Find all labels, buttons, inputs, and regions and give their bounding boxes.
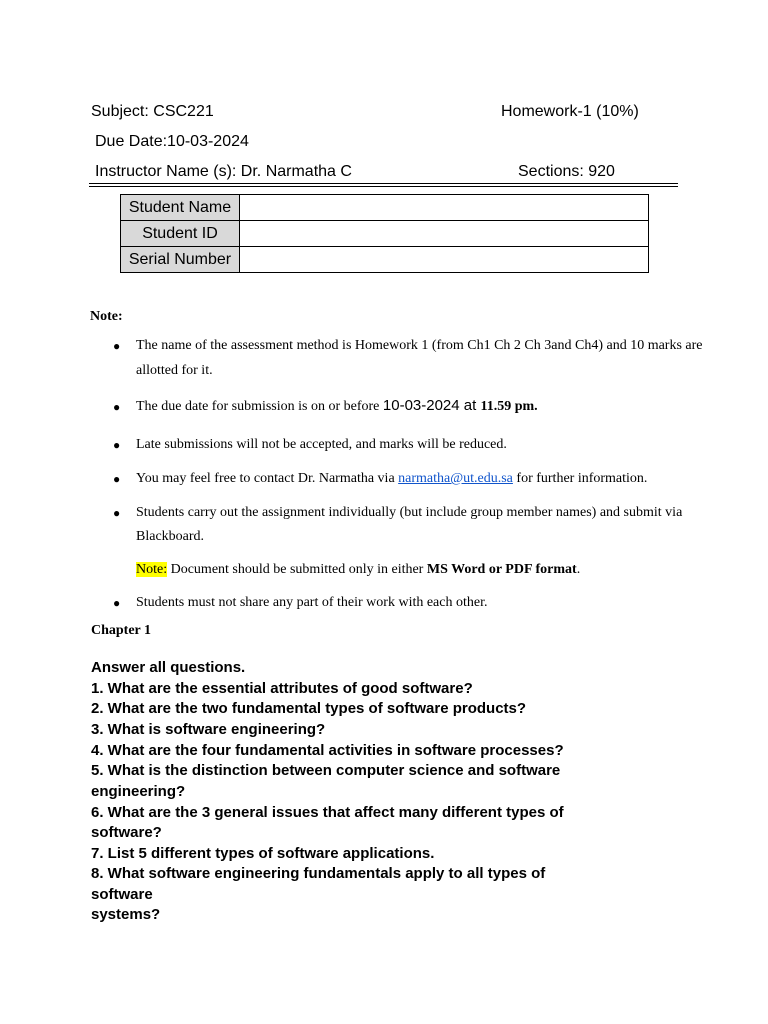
question-6-line-1: 6. What are the 3 general issues that affect many different types of — [91, 804, 564, 821]
email-link[interactable]: narmatha@ut.edu.sa — [398, 471, 513, 486]
chapter-title: Chapter 1 — [91, 623, 152, 638]
serial-number-label: Serial Number — [121, 247, 240, 273]
format-note-text: Document should be submitted only in either — [167, 562, 427, 577]
bullet-icon: ● — [113, 506, 121, 520]
note-bullet-4 — [136, 471, 647, 487]
question-8-line-1: 8. What software engineering fundamentals apply to all types of — [91, 865, 546, 882]
student-name-field[interactable] — [240, 195, 649, 221]
question-3: 3. What is software engineering? — [91, 721, 326, 738]
note-title: Note: — [90, 309, 123, 324]
table-row — [121, 221, 649, 247]
note-bullet-6: Students must not share any part of their work with each other. — [136, 595, 488, 610]
bullet-icon: ● — [113, 438, 121, 452]
contact-text-end: for further information. — [512, 471, 648, 486]
due-date-value: 10-03-2024 at — [382, 397, 481, 414]
question-5-line-2: engineering? — [91, 783, 186, 800]
format-note-bold: MS Word or PDF format — [426, 562, 577, 577]
subject-label: Subject: CSC221 — [91, 103, 214, 120]
format-note-label: Note: — [136, 562, 168, 577]
question-2: 2. What are the two fundamental types of software products? — [91, 700, 527, 717]
bullet-icon: ● — [113, 339, 121, 353]
student-id-field[interactable] — [240, 221, 649, 247]
contact-text: You may feel free to contact Dr. Narmatha via — [136, 471, 399, 486]
questions-intro: Answer all questions. — [91, 659, 246, 676]
question-6-line-2: software? — [91, 824, 162, 841]
table-row — [121, 195, 649, 221]
note-bullet-5-line-1: Students carry out the assignment individually (but include group member names) and submit via — [136, 505, 683, 520]
bullet-icon: ● — [113, 472, 121, 486]
question-1: 1. What are the essential attributes of good software? — [91, 680, 473, 697]
header-rule-top — [89, 183, 678, 184]
table-row — [121, 247, 649, 273]
bullet-icon: ● — [113, 596, 121, 610]
student-info-table — [120, 194, 649, 273]
instructor-label: Instructor Name (s): Dr. Narmatha C — [95, 163, 352, 180]
note-bullet-1-line-2: allotted for it. — [136, 363, 213, 378]
question-5-line-1: 5. What is the distinction between computer science and software — [91, 762, 561, 779]
due-date-label: Due Date:10-03-2024 — [95, 133, 249, 150]
question-8-line-2: software — [91, 886, 153, 903]
header-rule-bottom — [89, 186, 678, 187]
question-4: 4. What are the four fundamental activities in software processes? — [91, 742, 564, 759]
serial-number-field[interactable] — [240, 247, 649, 273]
sections-label: Sections: 920 — [518, 163, 615, 180]
due-time-value: 11.59 pm. — [480, 399, 538, 414]
note-bullet-5-line-2: Blackboard. — [136, 529, 205, 544]
homework-label: Homework-1 (10%) — [501, 103, 639, 120]
bullet-icon: ● — [113, 400, 121, 414]
question-8-line-3: systems? — [91, 906, 161, 923]
student-name-label: Student Name — [121, 195, 240, 221]
due-text: The due date for submission is on or before — [136, 399, 383, 414]
note-bullet-3: Late submissions will not be accepted, and marks will be reduced. — [136, 437, 507, 452]
note-bullet-2 — [136, 397, 538, 415]
note-bullet-1-line-1: The name of the assessment method is Homework 1 (from Ch1 Ch 2 Ch 3and Ch4) and 10 marks are — [136, 338, 703, 353]
question-7: 7. List 5 different types of software applications. — [91, 845, 435, 862]
student-id-label: Student ID — [121, 221, 240, 247]
format-note — [136, 562, 580, 578]
format-note-end: . — [576, 562, 581, 577]
